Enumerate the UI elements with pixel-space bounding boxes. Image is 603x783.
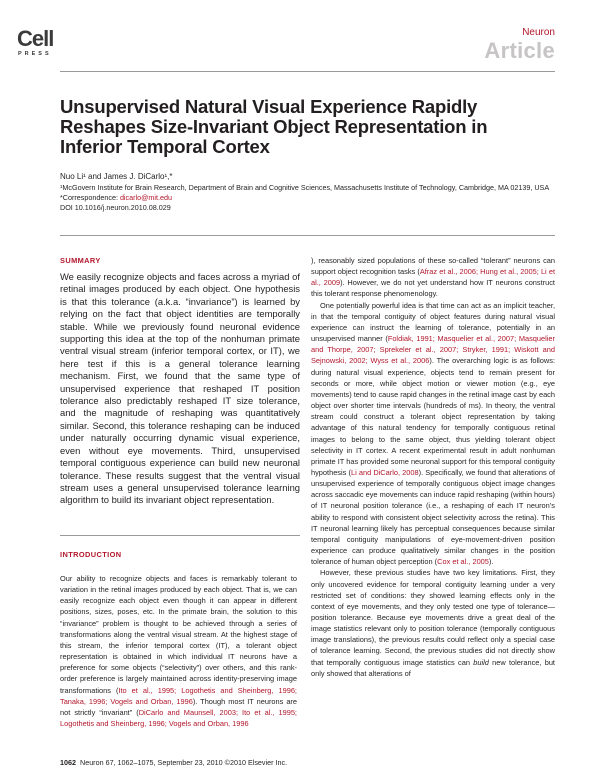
intro-p2-text-a: One potentially powerful idea is that time can act as an implicit teacher, in that the temporal contiguity of object features during natural visual experience can instruct the learning of tolerance, potentially in an unsupervised manner (: [311, 300, 555, 344]
summary-text: We easily recognize objects and faces across a myriad of retinal images produced by each object. One hypothesis is that this tolerance (a.k.a. “invariance”) is learned by relying on the fact that object identities are temporally stable. While we previously found neuronal evidence supporting this idea at the top of the nonhuman primate ventral visual stream (inferior temporal cortex, or IT), we here test if this is a general tolerance learning mechanism. First, we found that the same type of unsupervised experience that reshaped IT position tolerance also predictably reshaped IT size tolerance, and the magnitude of reshaping was quantitatively similar. Second, this tolerance reshaping can be induced under naturally occurring dynamic visual experience, even without eye movements. Third, unsupervised temporal contiguous experience can build new neuronal tolerance. These results suggest that the ventral visual stream uses a general unsupervised tolerance learning algorithm to build its invariant object representation.: [60, 271, 300, 506]
intro-p1-text-e: ). However, we do not yet understand how IT neurons construct this tolerant response phenomenology.: [311, 278, 555, 299]
intro-p3-text-b: new tolerance, but only showed that alterations of: [311, 657, 555, 678]
intro-p2-text-d: ).: [488, 557, 494, 567]
article-type-label: Article: [484, 38, 555, 63]
intro-p2-text-c: ). Specifically, we found that alterations of unsupervised experience of temporally contiguous object image changes across saccadic eye movements can induce rapid reshaping (within hours) of IT neuronal position tolerance (i.e., a reshaping of each IT neuron’s ability to respond with consistent object selectivity across the retina). This IT neuronal learning likely has perceptual consequences because similar temporal contiguity manipulations of eye-movement-driven position experience can produce qualitatively similar changes in the position tolerance of human object perception (: [311, 467, 556, 567]
author-list: Nuo Li¹ and James J. DiCarlo¹,*: [60, 172, 173, 181]
logo-sub-text: PRESS: [18, 51, 52, 57]
intro-p1-text-a: Our ability to recognize objects and faces is remarkably tolerant to variation in the retinal images produced by each object. That is, we can easily recognize each object even though it can appear in different positions, sizes, poses, etc. In the primate brain, the solution to this “invariance” problem is thought to be achieved through a series of transformations along the ventral visual stream. At the highest stage of this stream, the inferior temporal cortex (IT), a tolerant object representation is obtained in which individual IT neurons have a preference for some objects (“selectivity”) over others, and this rank-order preference is largely maintained across identity-preserving image transformations (: [60, 574, 297, 695]
cell-press-logo: [17, 26, 59, 57]
summary-heading: SUMMARY: [60, 256, 101, 265]
citation-link[interactable]: Li and DiCarlo, 2008: [350, 467, 419, 477]
intro-p1-text-d: ), reasonably sized populations of these so-called “tolerant” neurons can support object recognition tasks (: [311, 256, 555, 277]
intro-p2-text-b: ). The overarching logic is as follows: during natural visual experience, objects tend to remain present for seconds or more, while object motion or viewer motion (e.g., eye movements) tend to cause rapid changes in the retinal image cast by each object over shorter time intervals (hundreds of ms). In theory, the ventral stream could construct a tolerant object representation by taking advantage of this natural tendency for temporally contiguous retinal images to belong to the same object, thus yielding tolerant object selectivity in IT cortex. A recent experimental result in adult nonhuman primate IT has provided some neuronal support for this temporal contiguity hypothesis (: [311, 356, 555, 477]
front-matter-divider: [60, 235, 555, 236]
summary-divider: [60, 535, 300, 536]
citation-link[interactable]: Foldiak, 1991; Masquelier et al., 2007; Masquelier and Thorpe, 2007; Sprekeler et al., 2007; Stryker, 1991; Wiskott and Sejnowski, 2002; Wyss et al., 2006: [311, 334, 555, 366]
affiliation-text: ¹McGovern Institute for Brain Research, Department of Brain and Cognitive Sciences, Massachusetts Institute of Technology, Cambridge, MA 02139, USA: [60, 183, 550, 192]
introduction-heading: INTRODUCTION: [60, 550, 122, 559]
intro-left-column: [60, 573, 297, 729]
intro-paragraph-3: [311, 567, 555, 679]
intro-p3-text-a: However, these previous studies have two key limitations. First, they only uncovered evidence for temporal contiguity learning under a very restricted set of conditions: they showed learning effects only in the context of eye movements, and they only tested one type of tolerance—position tolerance. Because eye movements drive a great deal of the image statistics relevant only to position tolerance (temporally contiguous image translations), the previous results could reflect only a special case of tolerance learning. Second, the previous studies did not directly show that temporally contiguous image statistics can: [311, 568, 555, 667]
intro-paragraph-1-cont: [311, 255, 555, 300]
page-footer: [60, 758, 287, 767]
correspondence-label: *Correspondence:: [60, 193, 120, 202]
correspondence-line: [60, 193, 550, 203]
intro-right-column: [311, 255, 555, 679]
intro-paragraph-2: [311, 300, 555, 568]
header-divider: [60, 71, 555, 72]
article-title: Unsupervised Natural Visual Experience Rapidly Reshapes Size-Invariant Object Representation in Inferior Temporal Cortex: [60, 96, 488, 157]
intro-p3-emphasis: build: [473, 657, 489, 667]
correspondence-email-link[interactable]: dicarlo@mit.edu: [119, 193, 172, 202]
citation-link[interactable]: Cox et al., 2005: [437, 557, 489, 567]
intro-p1-text-b: ). Though most IT neurons are not strictly “invariant” (: [60, 696, 297, 717]
journal-citation: Neuron 67, 1062–1075, September 23, 2010 ©2010 Elsevier Inc.: [80, 758, 288, 767]
affiliation-block: [60, 183, 550, 213]
citation-link[interactable]: DiCarlo and Maunsell, 2003; Ito et al., 1995; Logothetis and Sheinberg, 1996; Vogels and Orban, 1996: [60, 707, 297, 729]
journal-name: Neuron: [522, 27, 555, 38]
citation-link[interactable]: Afraz et al., 2006; Hung et al., 2005; Li et al., 2009: [311, 267, 555, 288]
logo-main-text: Cell: [17, 26, 54, 51]
page-number: 1062: [60, 758, 76, 767]
doi-line: DOI 10.1016/j.neuron.2010.08.029: [60, 203, 171, 212]
intro-paragraph-1: [60, 573, 297, 729]
citation-link[interactable]: Ito et al., 1995; Logothetis and Sheinberg, 1996; Tanaka, 1996; Vogels and Orban, 1996: [60, 685, 297, 706]
